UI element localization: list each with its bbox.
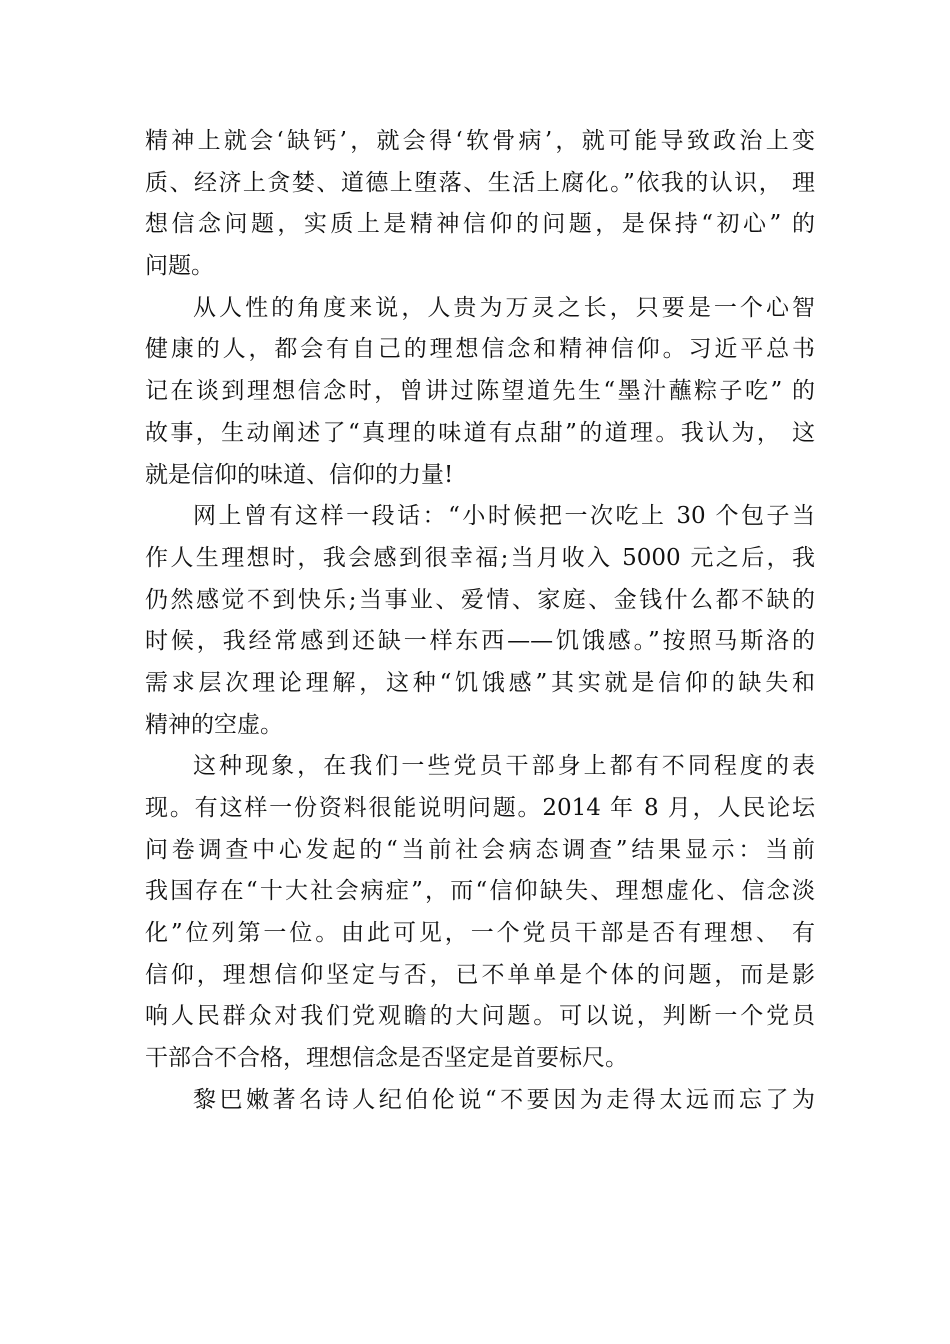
text-line: 记在谈到理想信念时，曾讲过陈望道先生“墨汁蘸粽子吃” 的 (145, 378, 815, 405)
text-line: 网上曾有这样一段话：“小时候把一次吃上 30 个包子当 (193, 503, 815, 530)
text-line: 时候，我经常感到还缺一样东西——饥饿感。”按照马斯洛的 (145, 628, 815, 655)
text-line: 问题。 (145, 253, 214, 280)
text-line: 精神的空虚。 (145, 711, 283, 738)
text-line: 作人生理想时，我会感到很幸福;当月收入 5000 元之后，我 (145, 544, 815, 571)
text-line: 干部合不合格，理想信念是否坚定是首要标尺。 (145, 1045, 628, 1072)
body-text (145, 121, 815, 1122)
text-line: 现。有这样一份资料很能说明问题。2014 年 8 月，人民论坛 (145, 795, 815, 821)
text-line: 我国存在“十大社会病症”，而“信仰缺失、理想虚化、信念淡 (145, 878, 815, 905)
text-line: 信仰，理想信仰坚定与否，已不单单是个体的问题，而是影 (145, 961, 815, 988)
text-line: 仍然感觉不到快乐;当事业、爱情、家庭、金钱什么都不缺的 (145, 586, 815, 613)
text-line: 化”位列第一位。由此可见，一个党员干部是否有理想、 有 (145, 920, 815, 947)
text-line: 健康的人，都会有自己的理想信念和精神信仰。习近平总书 (145, 336, 815, 363)
text-line: 问卷调查中心发起的“当前社会病态调查”结果显示：当前 (145, 836, 815, 863)
text-line: 这种现象，在我们一些党员干部身上都有不同程度的表 (193, 753, 815, 780)
text-line: 需求层次理论理解，这种“饥饿感”其实就是信仰的缺失和 (145, 669, 815, 696)
text-line: 就是信仰的味道、信仰的力量! (145, 461, 454, 488)
text-line: 精神上就会‘缺钙’，就会得‘软骨病’，就可能导致政治上变 (145, 128, 815, 154)
text-line: 黎巴嫩著名诗人纪伯伦说“不要因为走得太远而忘了为 (193, 1086, 815, 1113)
text-line: 想信念问题，实质上是精神信仰的问题，是保持“初心” 的 (145, 211, 815, 238)
text-line: 质、经济上贪婪、道德上堕落、生活上腐化。”依我的认识， 理 (145, 169, 815, 196)
text-line: 从人性的角度来说，人贵为万灵之长，只要是一个心智 (193, 294, 815, 321)
text-line: 故事，生动阐述了“真理的味道有点甜”的道理。我认为， 这 (145, 419, 815, 446)
text-line: 响人民群众对我们党观瞻的大问题。可以说，判断一个党员 (145, 1003, 815, 1030)
